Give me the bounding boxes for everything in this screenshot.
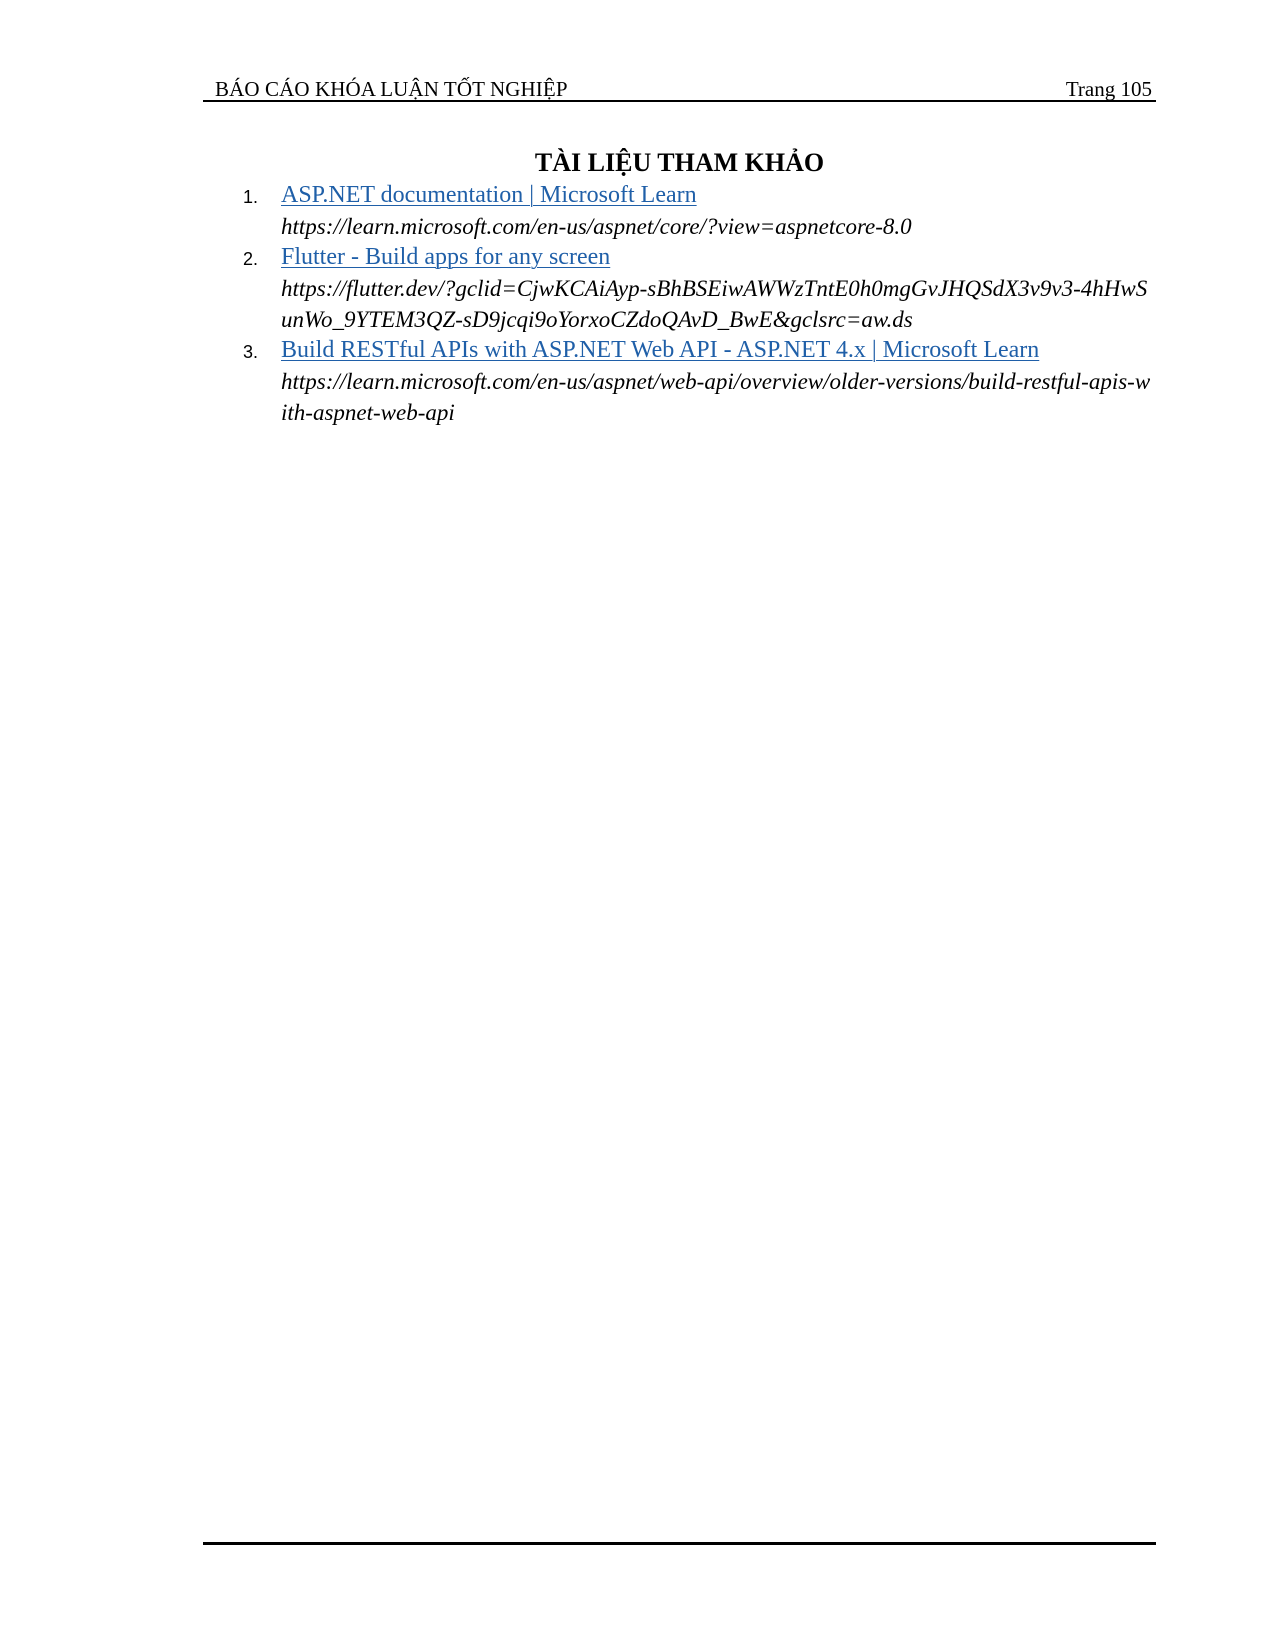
reference-url: https://learn.microsoft.com/en-us/aspnet/core/?view=aspnetcore-8.0: [281, 214, 912, 239]
page-header: [203, 72, 1156, 102]
reference-url: https://learn.microsoft.com/en-us/aspnet/web-api/overview/older-versions/build-restful-apis-with-aspnet-web-api: [281, 369, 1151, 425]
header-title: BÁO CÁO KHÓA LUẬN TỐT NGHIỆP: [215, 77, 568, 101]
reference-number: 3.: [243, 342, 259, 362]
reference-url: https://flutter.dev/?gclid=CjwKCAiAyp-sBhBSEiwAWWzTntE0h0mgGvJHQSdX3v9v3-4hHwSunWo_9YTEM3QZ-sD9jcqi9oYorxoCZdoQAvD_BwE&gclsrc=aw.ds: [281, 276, 1148, 332]
section-title: TÀI LIỆU THAM KHẢO: [534, 148, 825, 177]
reference-item-3: [203, 335, 1156, 428]
reference-list: [203, 180, 1156, 428]
reference-link-aspnet-docs[interactable]: ASP.NET documentation | Microsoft Learn: [281, 182, 697, 208]
reference-number: 2.: [243, 249, 259, 269]
reference-link-flutter[interactable]: Flutter - Build apps for any screen: [281, 244, 611, 270]
footer-rule: [203, 1542, 1156, 1545]
reference-link-restful-apis[interactable]: Build RESTful APIs with ASP.NET Web API - ASP.NET 4.x | Microsoft Learn: [281, 337, 1040, 363]
header-page-number: Trang 105: [1065, 77, 1152, 101]
reference-item-1: [203, 180, 1156, 242]
reference-number: 1.: [243, 187, 259, 207]
reference-item-2: [203, 242, 1156, 335]
